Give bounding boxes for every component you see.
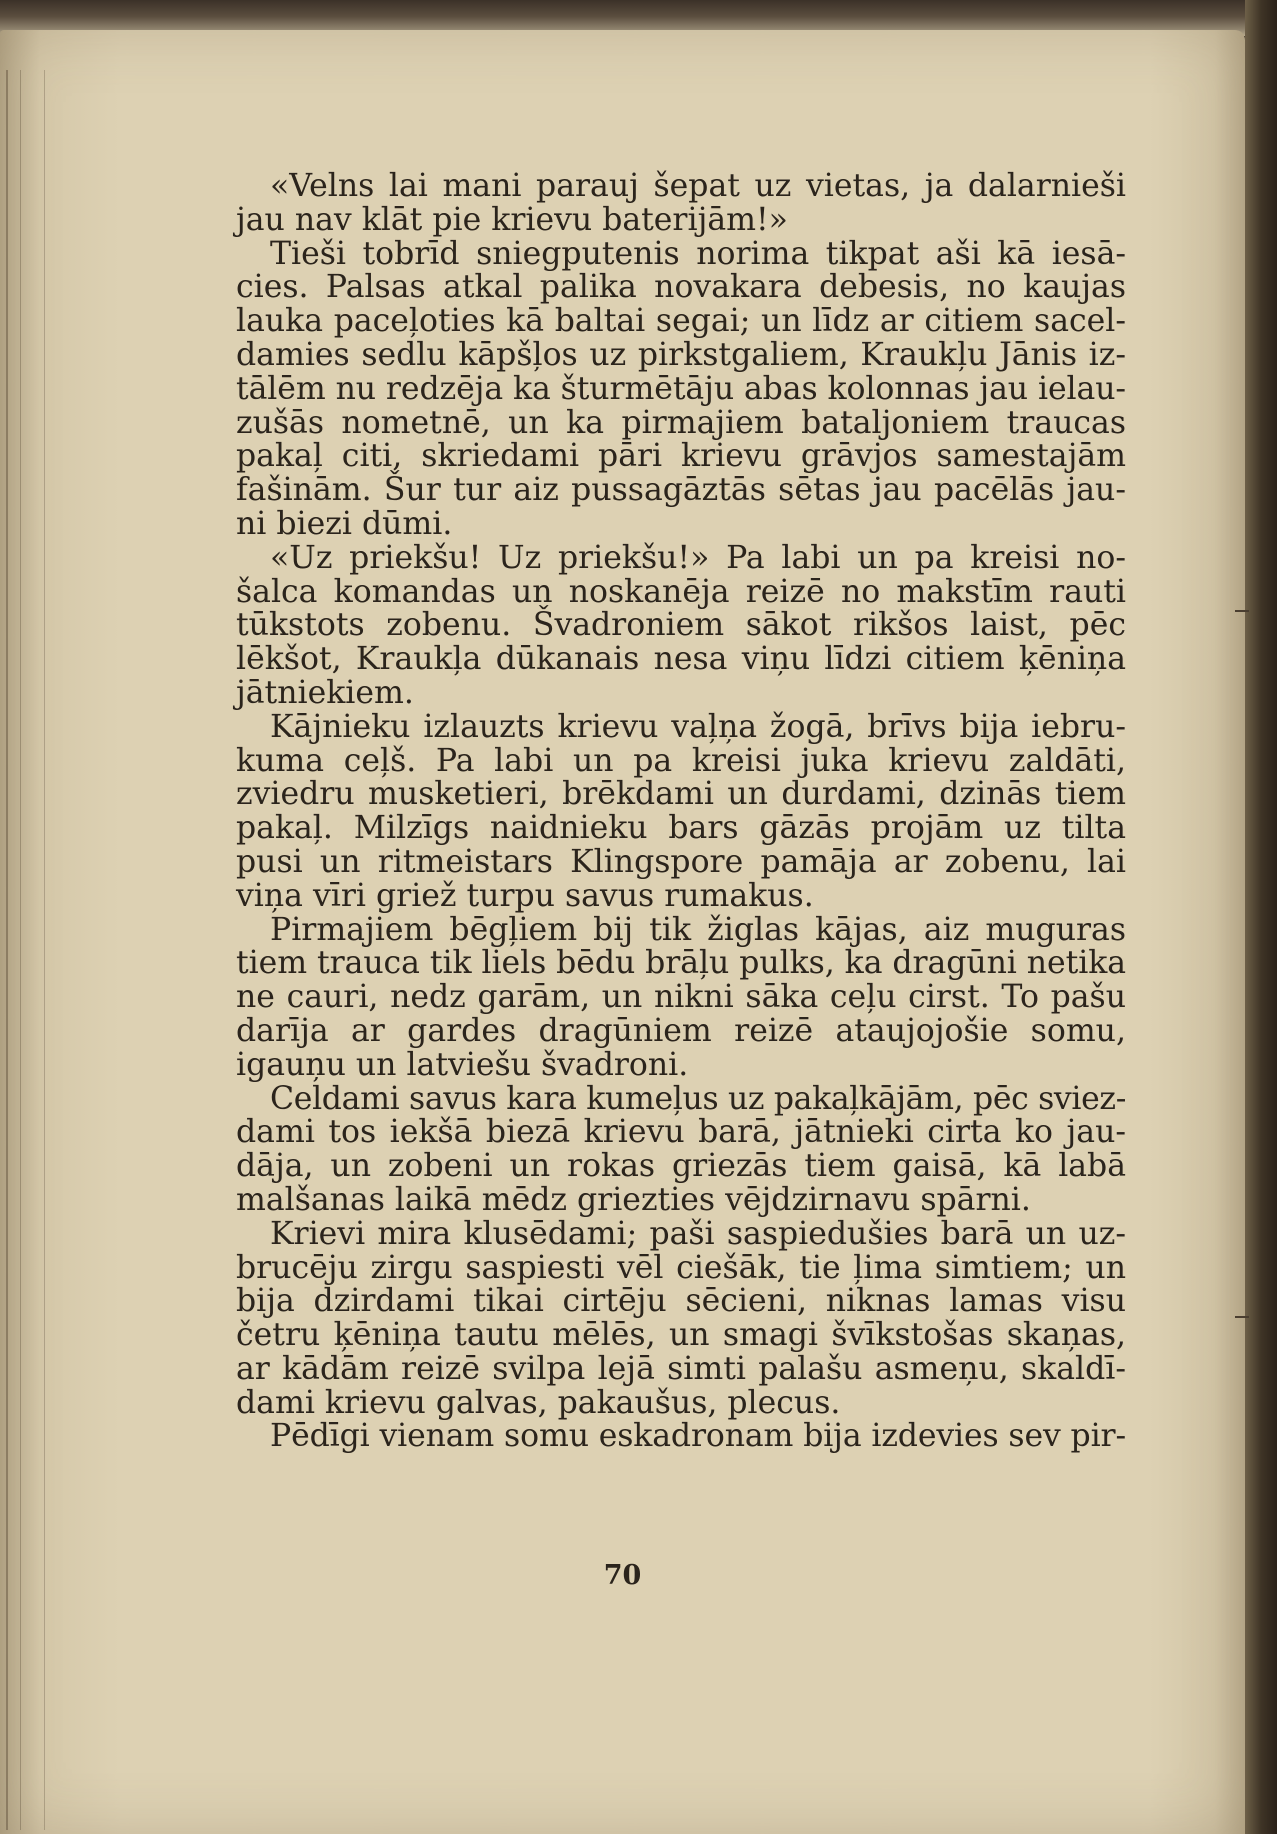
- text-line: viņa vīri griež turpu savus rumakus.: [236, 877, 814, 914]
- text-line: fašinām. Šur tur aiz pussagāztās sētas jau pacēlās jau-: [236, 472, 1126, 509]
- text-line: malšanas laikā mēdz griezties vējdzirnavu spārni.: [236, 1181, 1031, 1218]
- text-line: igauņu un latviešu švadroni.: [236, 1046, 689, 1083]
- text-line: darīja ar gardes dragūniem reizē ataujojošie somu,: [236, 1012, 1126, 1049]
- text-line: Celdami savus kara kumeļus uz pakaļkājām, pēc sviez-: [270, 1080, 1126, 1117]
- text-line: pakaļ. Milzīgs naidnieku bars gāzās projām uz tilta: [236, 810, 1126, 847]
- text-line: ne cauri, nedz garām, un nikni sāka ceļu cirst. To pašu: [236, 979, 1126, 1016]
- text-line: šalca komandas un noskanēja reizē no makstīm rauti: [236, 573, 1126, 610]
- page-number: 70: [603, 1560, 642, 1591]
- text-line: brucēju zirgu saspiesti vēl ciešāk, tie ļima simtiem; un: [236, 1249, 1126, 1286]
- text-line: Pēdīgi vienam somu eskadronam bija izdevies sev pir-: [270, 1418, 1126, 1455]
- text-line: Krievi mira klusēdami; paši saspiedušies barā un uz-: [270, 1215, 1126, 1252]
- margin-mark: [1235, 1316, 1249, 1318]
- text-line: zušās nometnē, un ka pirmajiem bataljoniem traucas: [236, 404, 1126, 441]
- book-right-edge: [1245, 0, 1277, 1834]
- margin-mark: [1235, 610, 1249, 612]
- text-line: bija dzirdami tikai cirtēju sēcieni, niknas lamas visu: [236, 1283, 1126, 1320]
- text-line: Pirmajiem bēgļiem bij tik žiglas kājas, aiz muguras: [270, 911, 1126, 948]
- text-line: pusi un ritmeistars Klingspore pamāja ar zobenu, lai: [236, 843, 1126, 880]
- text-line: tūkstots zobenu. Švadroniem sākot rikšos laist, pēc: [236, 607, 1126, 644]
- text-line: lēkšot, Kraukļa dūkanais nesa viņu līdzi citiem ķēniņa: [236, 641, 1126, 678]
- text-line: Tieši tobrīd sniegputenis norima tikpat aši kā iesā-: [270, 235, 1126, 272]
- text-line: zviedru musketieri, brēkdami un durdami, dzinās tiem: [236, 776, 1126, 813]
- text-line: dami krievu galvas, pakaušus, plecus.: [236, 1384, 841, 1421]
- text-line: cies. Palsas atkal palika novakara debesis, no kaujas: [236, 269, 1126, 306]
- text-line: kuma ceļš. Pa labi un pa kreisi juka krievu zaldāti,: [236, 742, 1126, 779]
- text-line: jātniekiem.: [236, 674, 414, 711]
- text-line: Kājnieku izlauzts krievu vaļņa žogā, brīvs bija iebru-: [270, 708, 1126, 745]
- text-line: jau nav klāt pie krievu baterijām!»: [236, 201, 788, 238]
- text-line: ni biezi dūmi.: [236, 505, 453, 542]
- body-text: [236, 170, 1126, 1454]
- text-line: «Velns lai mani parauj šepat uz vietas, ja dalarnieši: [270, 168, 1126, 204]
- text-line: tālēm nu redzēja ka šturmētāju abas kolonnas jau ielau-: [236, 370, 1126, 407]
- text-line: dāja, un zobeni un rokas griezās tiem gaisā, kā labā: [236, 1148, 1126, 1185]
- text-line: lauka paceļoties kā baltai segai; un līdz ar citiem sacel-: [236, 303, 1126, 340]
- text-line: dami tos iekšā biezā krievu barā, jātnieki cirta ko jau-: [236, 1114, 1126, 1151]
- text-line: tiem trauca tik liels bēdu brāļu pulks, ka dragūni netika: [236, 945, 1126, 982]
- text-line: četru ķēniņa tautu mēlēs, un smagi švīkstošas skaņas,: [236, 1317, 1126, 1354]
- text-line: damies sedlu kāpšļos uz pirkstgaliem, Kraukļu Jānis iz-: [236, 336, 1126, 373]
- text-line: «Uz priekšu! Uz priekšu!» Pa labi un pa kreisi no-: [270, 539, 1126, 576]
- text-line: pakaļ citi, skriedami pāri krievu grāvjos samestajām: [236, 438, 1126, 475]
- text-line: ar kādām reizē svilpa lejā simti palašu asmeņu, skaldī-: [236, 1350, 1126, 1387]
